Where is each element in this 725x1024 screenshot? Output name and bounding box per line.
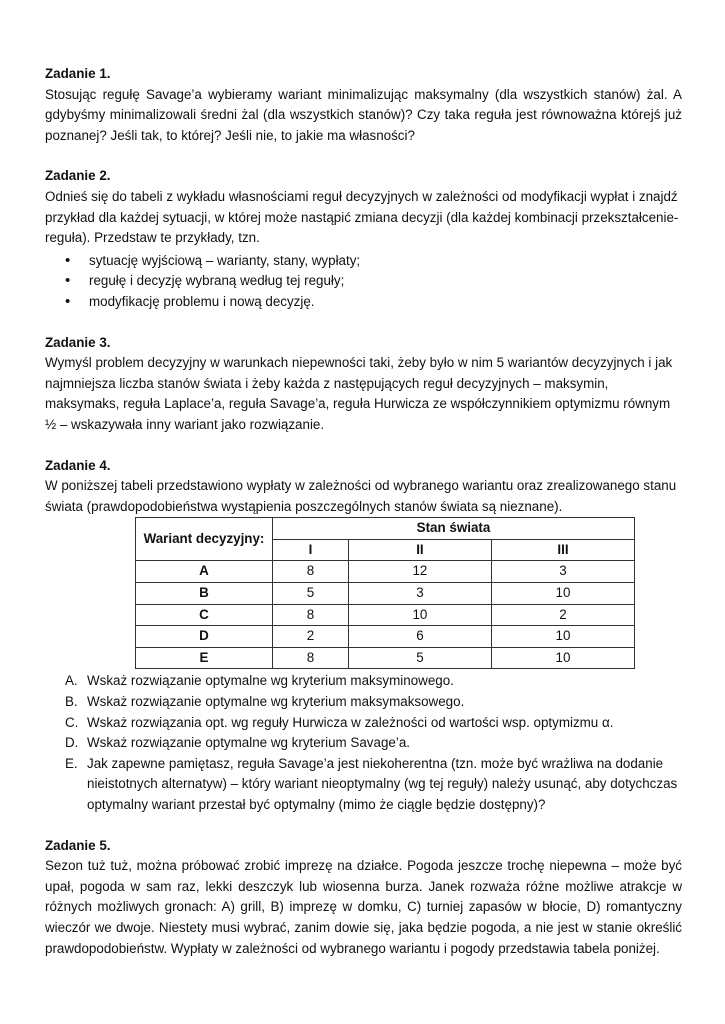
question-text: Wskaż rozwiązanie optymalne wg kryterium maksyminowego. (87, 673, 454, 689)
state-header: III (491, 539, 634, 561)
variant-cell: E (136, 647, 273, 669)
task-5 (45, 836, 682, 960)
question-item (45, 671, 682, 692)
task-1 (45, 64, 682, 146)
variant-cell: C (136, 604, 273, 626)
payoff-cell: 3 (348, 583, 491, 605)
task-2-text: Odnieś się do tabeli z wykładu własnościami reguł decyzyjnych w zależności od modyfikacji wypłat i znajdź przykład dla każdej sytuacji, w której może nastąpić zmiana decyzji (dla każdej kombinacji przekształcenie-reguła). Przedstaw te przykłady, tzn. (45, 188, 679, 246)
payoff-cell: 10 (491, 647, 634, 669)
state-header: I (273, 539, 349, 561)
question-letter: E. (65, 755, 78, 771)
task-2-title: Zadanie 2. (45, 168, 111, 184)
variant-column-header: Wariant decyzyjny: (136, 518, 273, 561)
question-letter: A. (65, 673, 78, 689)
table-row (136, 561, 635, 583)
table-header-row (136, 518, 635, 540)
task-3-text: Wymyśl problem decyzyjny w warunkach niepewności taki, żeby było w nim 5 wariantów decyzyjnych i jak najmniejsza liczba stanów świata i żeby każda z następujących reguł decyzyjnych – maksymin, maksymaks, reguła Laplace’a, reguła Savage’a, reguła Hurwicza ze współczynnikiem optymizmu równym ½ – wskazywała inny wariant jako rozwiązanie. (45, 355, 673, 432)
task-4-text: W poniższej tabeli przedstawiono wypłaty w zależności od wybranego wariantu oraz zrealizowanego stanu świata (prawdopodobieństwa wystąpienia poszczególnych stanów świata są nieznane). (45, 478, 677, 514)
task-5-text: Sezon tuż tuż, można próbować zrobić imprezę na działce. Pogoda jeszcze trochę niepewna – może być upał, pogoda w sam raz, lekki deszczyk lub wiosenna burza. Janek rozważa różne możliwe atrakcje w różnych możliwych gronach: A) grill, B) imprezę w domku, C) turniej zapasów w błocie, D) romantyczny wieczór we dwoje. Niestety musi wybrać, zanim dowie się, jaka będzie pogoda, a nie jest w stanie określić prawdopodobieństw. Wypłaty w zależności od wybranego wariantu i pogody przedstawia tabela poniżej. (45, 858, 682, 956)
question-item (45, 713, 682, 734)
payoff-table (135, 517, 635, 669)
table-row (136, 626, 635, 648)
task-4-question-list (45, 671, 682, 815)
payoff-cell: 10 (491, 583, 634, 605)
bullet-item: • modyfikację problemu i nową decyzję. (45, 292, 682, 313)
question-text: Wskaż rozwiązanie optymalne wg kryterium maksymaksowego. (87, 694, 465, 710)
variant-cell: D (136, 626, 273, 648)
table-row (136, 604, 635, 626)
question-item (45, 733, 682, 754)
task-1-title: Zadanie 1. (45, 66, 111, 81)
bullet-item: • sytuację wyjściową – warianty, stany, wypłaty; (45, 251, 682, 272)
payoff-cell: 10 (491, 626, 634, 648)
state-header: II (348, 539, 491, 561)
document-page (45, 64, 682, 979)
payoff-cell: 8 (273, 561, 349, 583)
question-letter: C. (65, 714, 79, 730)
question-letter: B. (65, 694, 78, 710)
payoff-cell: 2 (491, 604, 634, 626)
payoff-cell: 6 (348, 626, 491, 648)
task-2 (45, 166, 682, 312)
payoff-cell: 12 (348, 561, 491, 583)
question-text: Wskaż rozwiązania opt. wg reguły Hurwicza w zależności od wartości wsp. optymizmu α. (87, 714, 614, 730)
question-item (45, 692, 682, 713)
payoff-cell: 5 (348, 647, 491, 669)
payoff-cell: 5 (273, 583, 349, 605)
task-2-bullet-list (45, 251, 682, 313)
variant-cell: A (136, 561, 273, 583)
task-1-text: Stosując regułę Savage’a wybieramy wariant minimalizując maksymalny (dla wszystkich stanów) żal. A gdybyśmy minimalizowali średni żal (dla wszystkich stanów)? Czy taka reguła jest równoważna którejś już poznanej? Jeśli tak, to której? Jeśli nie, to jakie ma własności? (45, 86, 682, 143)
question-text: Jak zapewne pamiętasz, reguła Savage’a jest niekoherentna (tzn. może być wrażliwa na dodanie nieistotnych alternatyw) – który wariant nieoptymalny (wg tej reguły) należy usunąć, aby dotychczas optymalny wariant przestał być optymalny (mimo że ciągle będzie dostępny)? (87, 755, 678, 812)
table-row (136, 583, 635, 605)
payoff-cell: 3 (491, 561, 634, 583)
payoff-cell: 8 (273, 647, 349, 669)
task-4-title: Zadanie 4. (45, 457, 111, 473)
task-3-title: Zadanie 3. (45, 334, 111, 350)
bullet-item: • regułę i decyzję wybraną według tej reguły; (45, 271, 682, 292)
question-letter: D. (65, 735, 79, 751)
payoff-cell: 10 (348, 604, 491, 626)
question-item (45, 754, 682, 816)
task-5-title: Zadanie 5. (45, 837, 111, 853)
payoff-cell: 8 (273, 604, 349, 626)
state-group-header: Stan świata (273, 518, 635, 540)
question-text: Wskaż rozwiązanie optymalne wg kryterium Savage’a. (87, 735, 410, 751)
variant-cell: B (136, 583, 273, 605)
table-row (136, 647, 635, 669)
payoff-cell: 2 (273, 626, 349, 648)
task-3 (45, 333, 682, 436)
task-4 (45, 456, 682, 816)
